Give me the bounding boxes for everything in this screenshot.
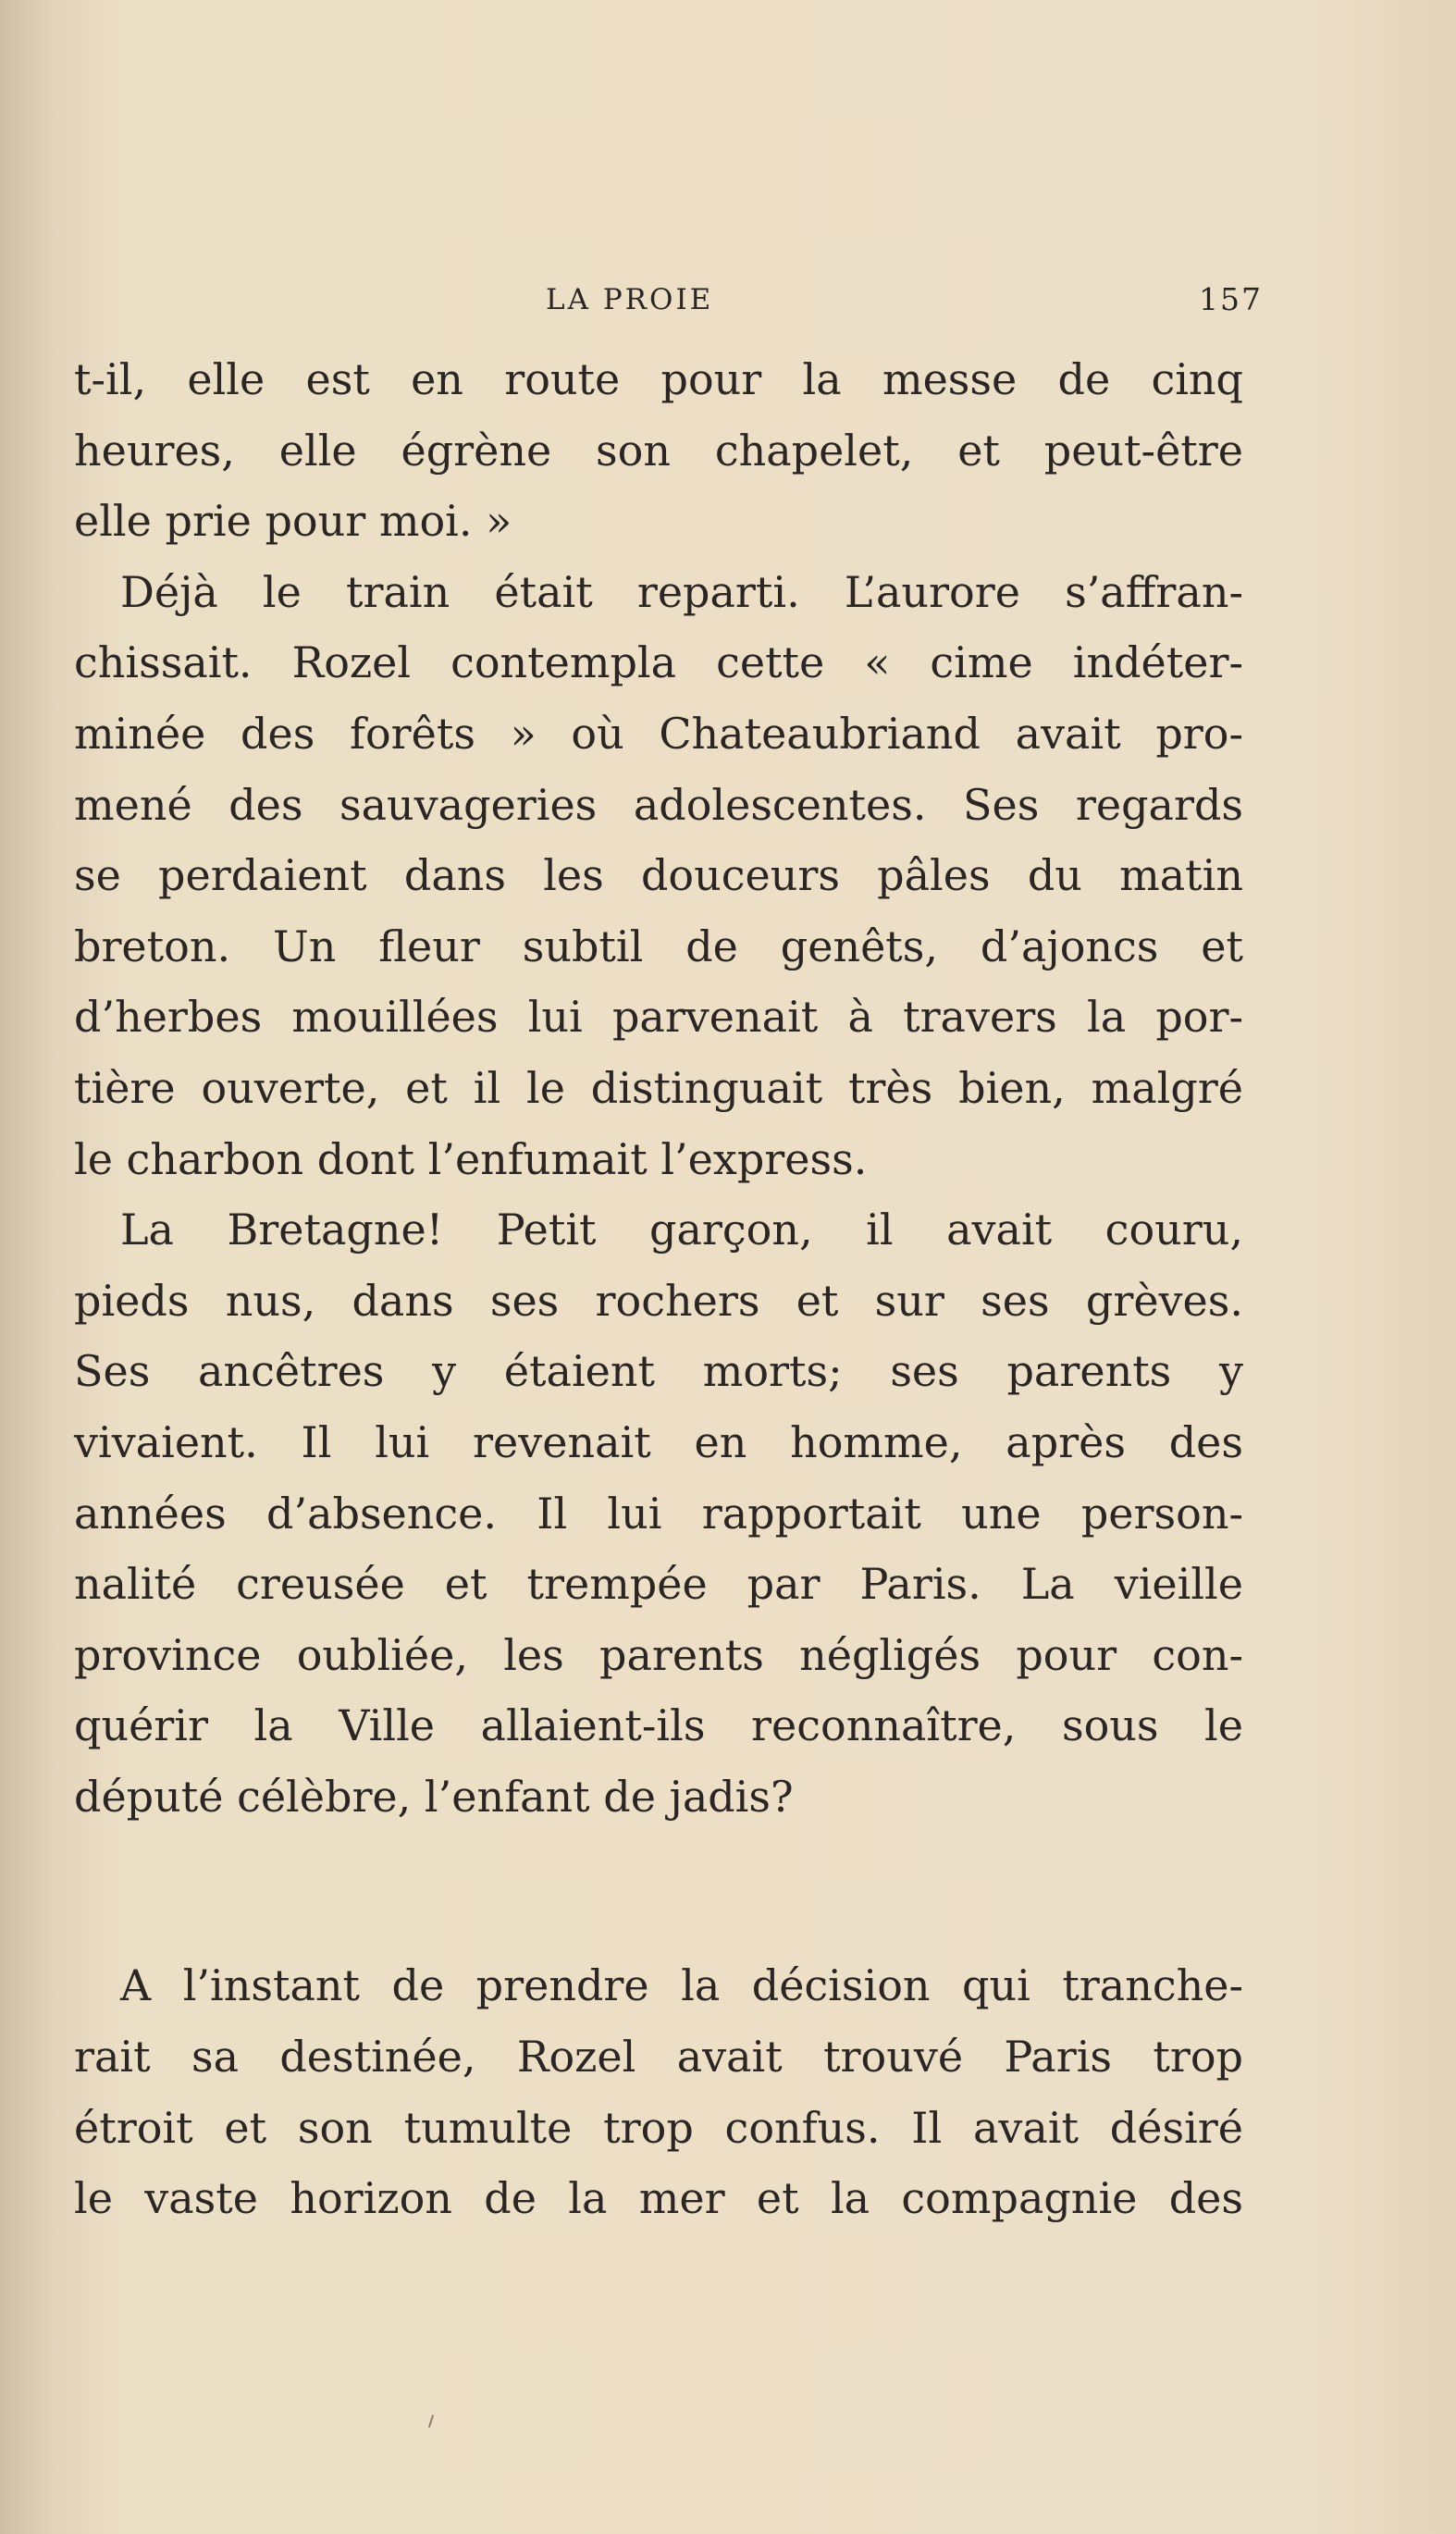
text-line: rait sa destinée, Rozel avait trouvé Paris trop xyxy=(74,2032,1243,2083)
text-line: quérir la Ville allaient-ils reconnaître, sous le xyxy=(74,1700,1243,1751)
text-line: elle prie pour moi. » xyxy=(74,496,512,547)
page-number: 157 xyxy=(1199,281,1263,317)
paragraph-2 xyxy=(74,557,1243,1194)
text-line: tière ouverte, et il le distinguait très bien, malgré xyxy=(74,1062,1243,1113)
running-head: LA PROIE xyxy=(546,283,714,316)
text-line: étroit et son tumulte trop confus. Il avait désiré xyxy=(74,2102,1243,2153)
text-line: mené des sauvageries adolescentes. Ses regards xyxy=(74,779,1243,830)
text-line: heures, elle égrène son chapelet, et peut-être xyxy=(74,425,1243,476)
text-line: d’herbes mouillées lui parvenait à travers la por- xyxy=(74,992,1243,1043)
text-line: le vaste horizon de la mer et la compagnie des xyxy=(74,2173,1243,2224)
text-line: pieds nus, dans ses rochers et sur ses grèves. xyxy=(74,1275,1243,1326)
text-line: Ses ancêtres y étaient morts; ses parents y xyxy=(74,1346,1243,1397)
paragraph-1 xyxy=(74,344,1243,557)
text-line: nalité creusée et trempée par Paris. La vieille xyxy=(74,1559,1243,1610)
page-header xyxy=(0,281,1456,318)
text-line: se perdaient dans les douceurs pâles du matin xyxy=(74,850,1243,901)
text-line: années d’absence. Il lui rapportait une person- xyxy=(74,1488,1243,1539)
text-line: breton. Un fleur subtil de genêts, d’ajoncs et xyxy=(74,921,1243,971)
text-line: Déjà le train était reparti. L’aurore s’affran- xyxy=(120,566,1243,617)
text-line: province oubliée, les parents négligés pour con- xyxy=(74,1629,1243,1680)
text-line: t-il, elle est en route pour la messe de cinq xyxy=(74,354,1243,404)
text-line: vivaient. Il lui revenait en homme, après des xyxy=(74,1416,1243,1467)
text-line: le charbon dont l’enfumait l’express. xyxy=(74,1133,868,1184)
text-line: chissait. Rozel contempla cette « cime indéter- xyxy=(74,637,1243,688)
paper-mark xyxy=(428,2415,434,2428)
text-line: La Bretagne! Petit garçon, il avait couru, xyxy=(120,1205,1243,1255)
text-line: député célèbre, l’enfant de jadis? xyxy=(74,1771,794,1822)
body-text xyxy=(74,344,1243,2234)
paragraph-4 xyxy=(74,1950,1243,2233)
paragraph-3 xyxy=(74,1194,1243,1832)
text-line: A l’instant de prendre la décision qui tranche- xyxy=(120,1960,1243,2011)
section-break xyxy=(74,1832,1243,1950)
text-line: minée des forêts » où Chateaubriand avait pro- xyxy=(74,708,1243,759)
